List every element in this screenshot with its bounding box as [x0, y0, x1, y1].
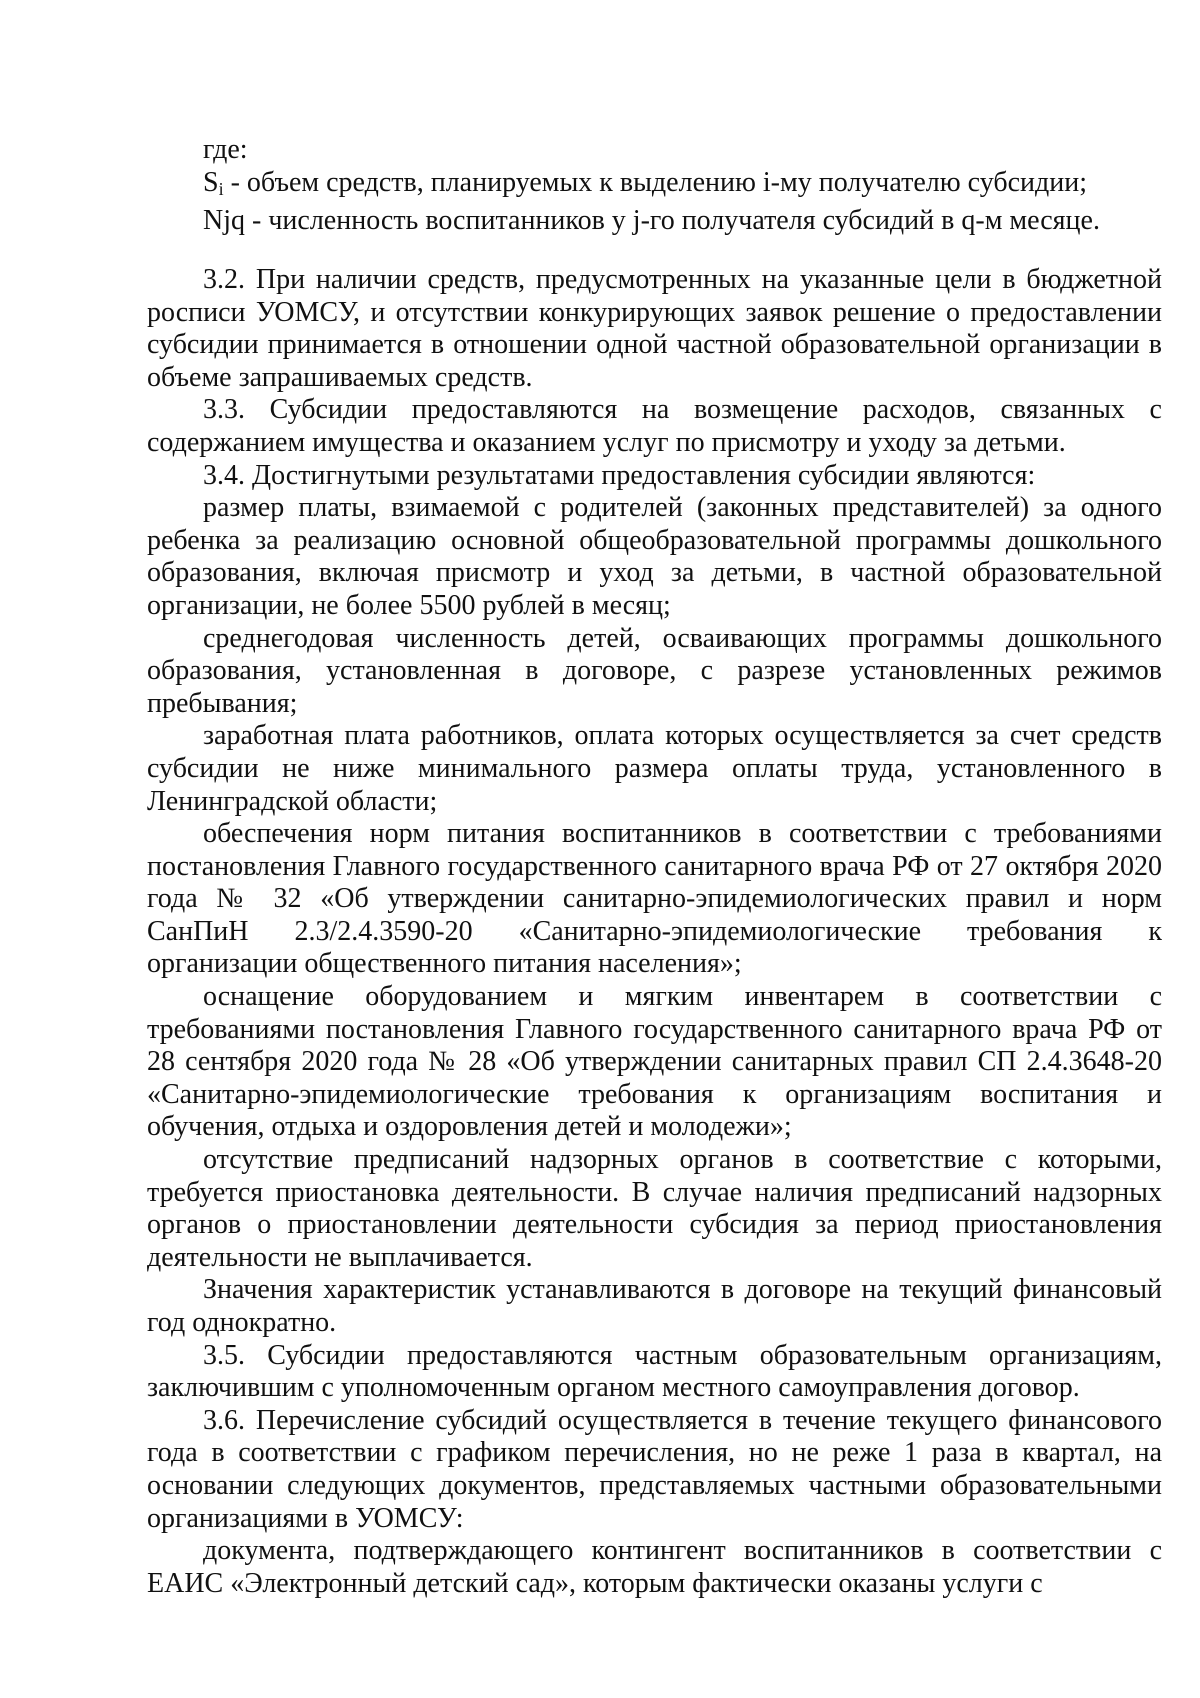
paragraph-document: документа, подтверждающего контингент воспитанников в соответствии с ЕАИС «Электронный детский сад», которым фактически оказаны услуги с	[147, 1535, 1162, 1599]
main-text	[147, 264, 1162, 1600]
paragraph-3-4: 3.4. Достигнутыми результатами предоставления субсидии являются:	[203, 459, 1036, 491]
paragraph-nutrition: обеспечения норм питания воспитанников в соответствии с требованиями постановления Главного государственного санитарного врача РФ от 27 октября 2020 года № 32 «Об утверждении санитарно-эпидемиологических правил и норм СанПиН 2.3/2.4.3590-20 «Санитарно-эпидемиологические требования к организации общественного питания населения»;	[147, 818, 1162, 980]
paragraph-3-6: 3.6. Перечисление субсидий осуществляется в течение текущего финансового года в соответствии с графиком перечисления, но не реже 1 раза в квартал, на основании следующих документов, представляемых частными образовательными организациями в УОМСУ:	[147, 1404, 1162, 1534]
si-definition	[147, 167, 1162, 206]
where-label: где:	[203, 134, 248, 165]
paragraph-equipment: оснащение оборудованием и мягким инвентарем в соответствии с требованиями постановления Главного государственного санитарного врача РФ от 28 сентября 2020 года № 28 «Об утверждении санитарных правил СП 2.4.3648-20 «Санитарно-эпидемиологические требования к организациям воспитания и обучения, отдыха и оздоровления детей и молодежи»;	[147, 981, 1162, 1143]
paragraph-fee: размер платы, взимаемой с родителей (законных представителей) за одного ребенка за реализацию основной общеобразовательной программы дошкольного образования, включая присмотр и уход за детьми, в частной образовательной организации, не более 5500 рублей в месяц;	[147, 492, 1162, 621]
paragraph-inspections: отсутствие предписаний надзорных органов в соответствие с которыми, требуется приостановка деятельности. В случае наличия предписаний надзорных органов о приостановлении деятельности субсидия за период приостановления деятельности не выплачивается.	[147, 1144, 1162, 1273]
njq-definition: Njq - численность воспитанников у j-го получателя субсидий в q-м месяце.	[203, 205, 1100, 237]
paragraph-3-5: 3.5. Субсидии предоставляются частным образовательным организациям, заключившим с уполномоченным органом местного самоуправления договор.	[147, 1339, 1162, 1404]
paragraph-3-2: 3.2. При наличии средств, предусмотренных на указанные цели в бюджетной росписи УОМСУ, и отсутствии конкурирующих заявок решение о предоставлении субсидии принимается в отношении одной частной образовательной организации в объеме запрашиваемых средств.	[147, 264, 1162, 393]
paragraph-salary: заработная плата работников, оплата которых осуществляется за счет средств субсидии не ниже минимального размера оплаты труда, установленного в Ленинградской области;	[147, 720, 1162, 817]
paragraph-3-3: 3.3. Субсидии предоставляются на возмещение расходов, связанных с содержанием имущества и оказанием услуг по присмотру и уходу за детьми.	[147, 394, 1162, 458]
si-symbol: S	[203, 166, 219, 198]
si-text: - объем средств, планируемых к выделению i-му получателю субсидии;	[223, 166, 1087, 198]
paragraph-attendance: среднегодовая численность детей, осваивающих программы дошкольного образования, установленная в договоре, с разрезе установленных режимов пребывания;	[147, 622, 1162, 719]
definitions-block	[147, 134, 1162, 238]
si-subscript: i	[218, 178, 224, 199]
paragraph-values: Значения характеристик устанавливаются в договоре на текущий финансовый год однократно.	[147, 1274, 1162, 1338]
